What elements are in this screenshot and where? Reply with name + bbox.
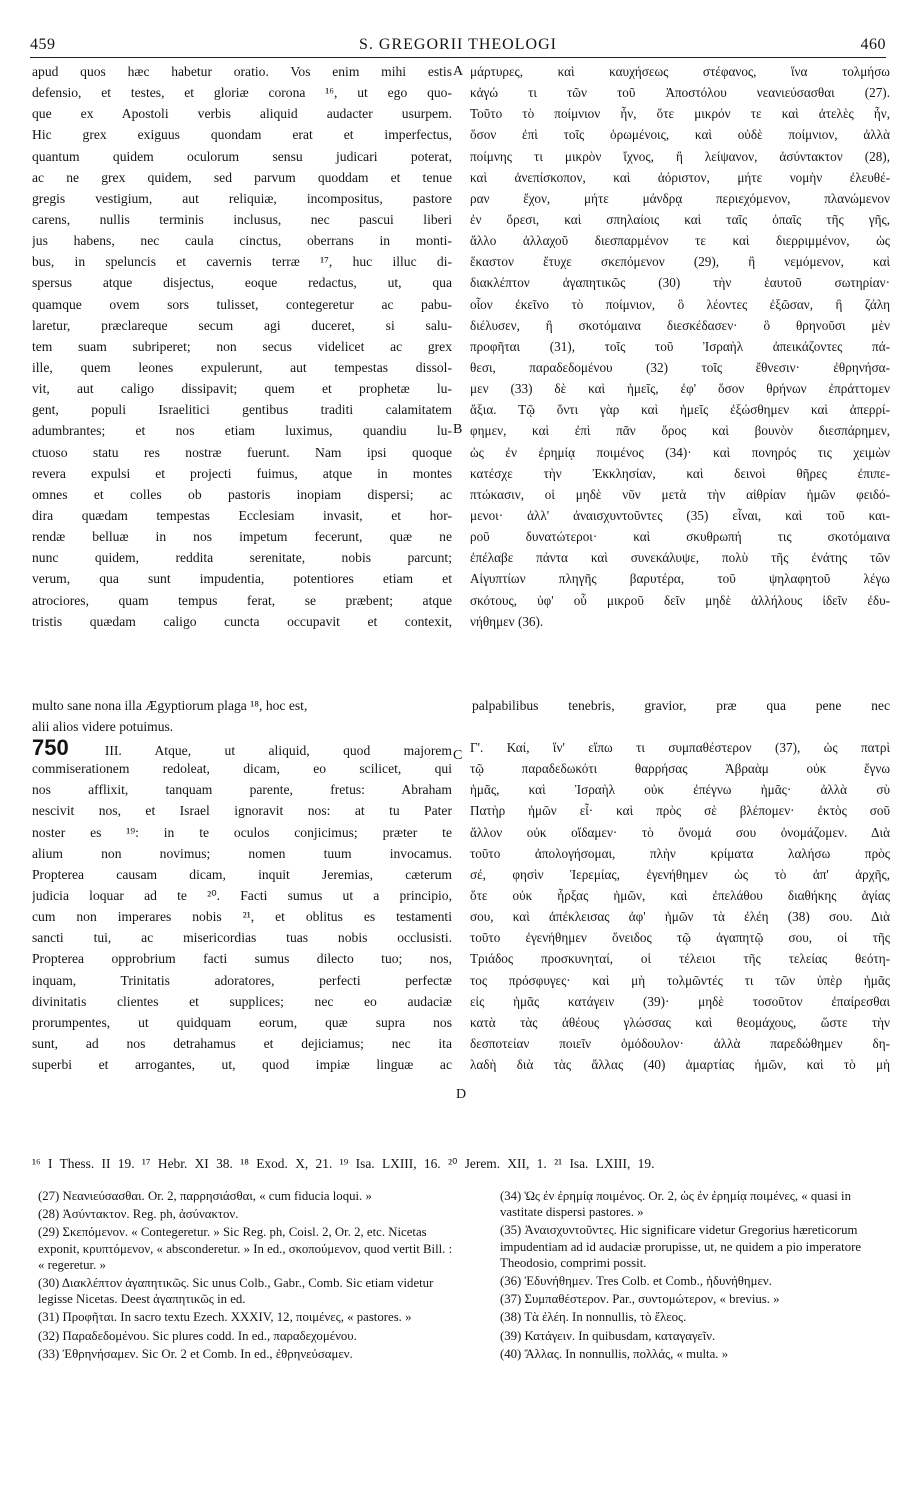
greek-line: ἐν ὄρεσι, καὶ σπηλαίοις καὶ ταῖς ὀπαῖς τῆς γῆς,	[470, 211, 890, 227]
greek-line: ραν ἔχον, μήτε μάνδρᾳ περιεχόμενον, πλανώμενον	[470, 190, 890, 206]
critical-note: (29) Σκεπόμενον. « Contegeretur. » Sic Reg. ph, Coisl. 2, Or. 2, etc. Nicetas exponit, κρυπτόμενον, « absconderetur. » In ed., σκοπούμενον, quod vertit Bill. : « regeretur. »	[38, 1225, 453, 1272]
latin-line: commiserationem redoleat, dicam, eo scilicet, qui	[32, 761, 452, 777]
greek-line: ἐπέλαβε πάντα καὶ συνεκάλυψε, πολὺ τῆς ἐνάτης τῶν	[470, 550, 890, 566]
greek-line: διακλέπτον ἀγαπητικῶς (30) τὴν ἑαυτοῦ σωτηρίαν·	[470, 275, 890, 291]
spanning-line-latin: multo sane nona illa Ægyptiorum plaga ¹⁸, hoc est,	[32, 698, 308, 713]
latin-continuation: alii alios videre potuimus.	[32, 719, 174, 734]
greek-line: Αἰγυπτίων πληγῆς βαρυτέρα, τοῦ ψηλαφητοῦ λέγω	[470, 571, 890, 587]
latin-line: gregis vestigium, aut reliquiæ, incompositus, pastore	[32, 190, 452, 206]
latin-line: gent, populi Israelitici gentibus traditi calamitatem	[32, 402, 452, 418]
latin-line: Propterea causam dicam, inquit Jeremias, cæterum	[32, 866, 452, 882]
margin-letter-b: B	[453, 422, 463, 437]
page-number-right: 460	[860, 36, 886, 53]
margin-letter-a: A	[453, 64, 464, 79]
greek-line: ἡμᾶς, καὶ Ἰσραὴλ οὐκ ἐπέγνω ἡμᾶς· ἀλλὰ σὺ	[470, 782, 890, 798]
latin-line: adumbrantes; et nos etiam luximus, quandiu lu-	[32, 423, 452, 439]
critical-note: (32) Παραδεδομένου. Sic plures codd. In ed., παραδεχομένου.	[38, 1328, 357, 1343]
critical-note: (39) Κατάγειν. In quibusdam, καταγαγεῖν.	[500, 1328, 716, 1343]
greek-line: μενοι· ἀλλ' ἀναισχυντοῦντες (35) εἶναι, καὶ τοῦ και-	[470, 507, 890, 523]
greek-line: εἰς ἡμᾶς κατάγειν (39)· μηδὲ τοσοῦτον ἐπαίρεσθαι	[470, 993, 890, 1009]
greek-line: σκότους, ὑφ' οὗ μικροῦ δεῖν μηδὲ ἀλλήλους ἰδεῖν ἐδυ-	[470, 592, 890, 608]
latin-line: defensio, et testes, et gloriæ corona ¹⁶, ut ego quo-	[32, 85, 452, 101]
critical-note: (38) Τὰ ἐλέη. In nonnullis, τὸ ἔλεος.	[500, 1310, 687, 1325]
page-number-left: 459	[30, 36, 56, 53]
greek-line: καὶ ἀνεπίσκοπον, καὶ ἀόριστον, μήτε νομὴν ἐλευθέ-	[470, 169, 890, 185]
greek-line: κατέσχε τὴν Ἐκκλησίαν, καὶ δεινοὶ θῆρες ἐπιπε-	[470, 465, 890, 481]
greek-line: λαδὴ διὰ τὰς ἄλλας (40) ἁμαρτίας ἡμῶν, καὶ τὸ μὴ	[470, 1057, 890, 1073]
margin-letter-d: D	[456, 1087, 467, 1102]
latin-line: nescivit nos, et Israel ignoravit nos: at tu Pater	[32, 803, 452, 819]
greek-line: Τοῦτο τὸ ποίμνιον ἦν, ὅτε μικρόν τε καὶ ἀτελὲς ἦν,	[470, 106, 890, 122]
critical-note: (31) Προφῆται. In sacro textu Ezech. XXXIV, 12, ποιμένες, « pastores. »	[38, 1310, 412, 1325]
header-rule	[30, 57, 886, 58]
latin-line: nos afflixit, tanquam parente, fretus: Abraham	[32, 782, 452, 798]
latin-line	[32, 737, 452, 758]
latin-line: ille, quem leones expulerunt, aut tempestas dissol-	[32, 359, 452, 375]
latin-line: rendæ belluæ in nos impetum fecerunt, quæ ne	[32, 529, 452, 545]
latin-line: Propterea opprobrium facti sumus dilecto tuo; nos,	[32, 951, 452, 967]
latin-line: tristis quædam caligo cuncta occupavit et contexit,	[32, 613, 452, 629]
greek-line: Πατὴρ ἡμῶν εἶ· καὶ πρὸς σὲ βλέπομεν· ἐκτὸς σοῦ	[470, 803, 890, 819]
latin-line: prorumpentes, ut quidquam eorum, quæ supra nos	[32, 1014, 452, 1030]
latin-line: atrociores, quam tempus ferat, se præbent; atque	[32, 592, 452, 608]
page-header	[30, 36, 886, 58]
greek-line: κατὰ τὰς ἀθέους γλώσσας καὶ θεομάχους, ὥστε τὴν	[470, 1014, 890, 1030]
critical-note: (34) Ὡς ἐν ἐρημίᾳ ποιμένος. Or. 2, ὡς ἐν ἐρημίᾳ ποιμένες, « quasi in vastitate dispersi pastores. »	[500, 1189, 852, 1220]
greek-line: ἄλλον οὐκ οἴδαμεν· τὸ ὄνομά σου ὀνομάζομεν. Διὰ	[470, 824, 890, 840]
greek-line: οἷον ἐκεῖνο τὸ ποίμνιον, ὃ λέοντες ἐξῶσαν, ἢ ζάλη	[470, 296, 890, 312]
latin-line: revera expulsi et projecti fuimus, atque in montes	[32, 465, 452, 481]
notes-right-column	[500, 1188, 890, 1364]
greek-line: νήθημεν (36).	[470, 613, 544, 629]
latin-line: cum non imperares nobis ²¹, et oblitus es testamenti	[32, 909, 452, 925]
latin-line: quantum quidem oculorum sensu judicari poterat,	[32, 148, 452, 164]
latin-line: dira quædam tempestas Ecclesiam invasit, et hor-	[32, 507, 452, 523]
greek-line: τοῦτο ἀπολογήσομαι, πλὴν κρίματα λαλήσω πρὸς	[470, 845, 890, 861]
latin-line: Hic grex exiguus quondam erat et imperfectus,	[32, 127, 452, 143]
greek-column-bottom	[470, 737, 890, 1075]
latin-line-text: III. Atque, ut aliquid, quod majorem	[104, 743, 452, 758]
greek-line: ἄξια. Τῷ ὄντι γὰρ καὶ ἡμεῖς ἐξώσθημεν καὶ ἀπερρί-	[470, 402, 890, 418]
latin-line: sunt, ad nos detrahamus et dejiciamus; nec ita	[32, 1035, 452, 1051]
scripture-references: ¹⁶ I Thess. II 19. ¹⁷ Hebr. XI 38. ¹⁸ Exod. X, 21. ¹⁹ Isa. LXIII, 16. ²⁰ Jerem. XII, 1. ²¹ Isa. LXIII, 19.	[32, 1156, 655, 1171]
critical-note: (36) Ἐδυνήθημεν. Tres Colb. et Comb., ἠδυνήθημεν.	[500, 1274, 772, 1289]
latin-line: vit, aut caligo dissipavit; quem et prophetæ lu-	[32, 381, 452, 397]
latin-line: sancti tui, ac misericordias tuas nobis occlusisti.	[32, 930, 452, 946]
latin-line: laretur, præclareque secum agi duceret, si salu-	[32, 317, 452, 333]
latin-line: ctuoso statu res nostræ fuerunt. Nam ipsi quoque	[32, 444, 452, 460]
greek-column-top	[470, 61, 890, 632]
critical-note: (33) Ἐθρηνήσαμεν. Sic Or. 2 et Comb. In ed., ἐθρηνεύσαμεν.	[38, 1346, 353, 1361]
greek-line: μάρτυρες, καὶ καυχήσεως στέφανος, ἵνα τολμήσω	[470, 64, 890, 79]
critical-note: (40) Ἄλλας. In nonnullis, πολλάς, « multa. »	[500, 1346, 729, 1361]
latin-line: inquam, Trinitatis adoratores, perfecti perfectæ	[32, 972, 452, 988]
latin-line: jus habens, nec caula cinctus, oberrans in monti-	[32, 233, 452, 249]
critical-note: (28) Ἀσύντακτον. Reg. ph, ἀσύνακτον.	[38, 1207, 239, 1222]
greek-line: σέ, φησὶν Ἱερεμίας, ἐγενήθημεν ὡς τὸ ἀπ' ἀρχῆς,	[470, 866, 890, 882]
running-title: S. GREGORII THEOLOGI	[359, 36, 557, 53]
greek-line: φημεν, καὶ ἐπὶ πᾶν ὄρος καὶ βουνὸν διεσπάρημεν,	[470, 423, 890, 439]
latin-line: divinitatis clientes et supplices; nec eo audaciæ	[32, 993, 452, 1009]
critical-note: (27) Νεανιεύσασθαι. Or. 2, παρρησιάσθαι, « cum fiducia loqui. »	[38, 1189, 372, 1203]
greek-line: ὡς ἐν ἐρημίᾳ ποιμένος (34)· καὶ πονηρός τις χειμὼν	[470, 444, 890, 460]
greek-line: κἀγώ τι τῶν τοῦ Ἀποστόλου νεανιεύσασθαι (27).	[470, 85, 890, 101]
greek-line: μεν (33) δὲ καὶ ἡμεῖς, ἐφ' ὅσον θρήνων ἐπράττομεν	[470, 381, 890, 397]
greek-line: ὅτε οὐκ ἦρξας ἡμῶν, καὶ ἐπελάθου διαθήκης ἁγίας	[470, 887, 890, 903]
latin-line: carens, nullis terminis inclusus, nec pascui liberi	[32, 211, 452, 227]
critical-note: (37) Συμπαθέστερον. Par., συντομώτερον, « brevius. »	[500, 1292, 780, 1307]
greek-line: προφῆται (31), τοῖς τοῦ Ἰσραὴλ ἀπεικάζοντες πά-	[470, 338, 890, 354]
latin-line: verum, qua sunt impudentia, potentiores etiam et	[32, 571, 452, 587]
latin-line: omnes et colles ob pastoris inopiam dispersi; ac	[32, 486, 452, 502]
latin-line: bus, in speluncis et cavernis terræ ¹⁷, huc illuc di-	[32, 254, 452, 270]
latin-line: quamque ovem sors tulisset, contegeretur ac pabu-	[32, 296, 452, 312]
latin-line: tem suam subriperet; non secus videlicet ac grex	[32, 338, 452, 354]
notes-left-column	[38, 1188, 458, 1364]
latin-column-bottom	[32, 737, 452, 1075]
latin-line: superbi et arrogantes, ut, quod impiæ linguæ ac	[32, 1057, 452, 1073]
column-number: 750	[32, 737, 105, 759]
latin-line: ac ne grex quidem, sed parvum quoddam et tenue	[32, 169, 452, 185]
greek-line: δεσποτείαν ποιεῖν ὁμόδουλον· ἀλλὰ παρεδώθημεν δη-	[470, 1035, 890, 1051]
spanning-line-latin-right: palpabilibus tenebris, gravior, præ qua pene nec	[472, 698, 890, 713]
greek-line: ροῦ δυνατώτεροι· καὶ σκυθρωπή τις σκοτόμαινα	[470, 529, 890, 545]
latin-column-top	[32, 61, 452, 632]
greek-line: ὅσον ἐπὶ τοῖς ὁρωμένοις, καὶ οὐδὲ ποίμνιον, ἀλλὰ	[470, 127, 890, 143]
latin-line: alium non novimus; nomen tuum invocamus.	[32, 845, 452, 861]
margin-letter-c: C	[453, 748, 463, 763]
greek-line: θεσι, παραδεδομένου (32) τοῖς ἔθνεσιν· ἐθρηνήσα-	[470, 359, 890, 375]
latin-line: que ex Apostoli verbis aliquid audacter usurpem.	[32, 106, 452, 122]
greek-line: Τριάδος προσκυνηταί, οἱ τέλειοι τῆς τελείας θεότη-	[470, 951, 890, 967]
greek-line: διέλυσεν, ἢ σκοτόμαινα διεσκέδασεν· ὃ θρηνοῦσι μὲν	[470, 317, 890, 333]
greek-line: ἄλλο ἀλλαχοῦ διεσπαρμένον τε καὶ διερριμμένον, ὡς	[470, 233, 890, 249]
greek-line: τῷ παραδεδωκότι θαρρήσας Ἀβραὰμ οὐκ ἔγνω	[470, 761, 890, 777]
greek-line: ποίμνης τι μικρὸν ἴχνος, ἢ λείψανον, ἀσύντακτον (28),	[470, 148, 890, 164]
greek-line: τοῦτο ἐγενήθημεν ὄνειδος τῷ ἀγαπητῷ σου, οἱ τῆς	[470, 930, 890, 946]
latin-line: spersus atque disjectus, eoque redactus, ut, qua	[32, 275, 452, 291]
greek-line: σου, καὶ ἀπέκλεισας ἀφ' ἡμῶν τὰ ἐλέη (38) σου. Διὰ	[470, 909, 890, 925]
critical-note: (35) Ἀναισχυντοῦντες. Hic significare videtur Gregorius hæreticorum impudentiam ad id audaciæ prorupisse, ut, ne quidem a pio imperatore Theodosio, comprimi possit.	[500, 1223, 862, 1270]
greek-line: πτώκασιν, οἱ μηδὲ νῦν μετὰ τὴν αἰθρίαν ἡμῶν φειδό-	[470, 486, 890, 502]
latin-line: judicia loquar ad te ²⁰. Facti sumus ut a principio,	[32, 887, 452, 903]
latin-line: nunc quidem, reddita serenitate, nobis parcunt;	[32, 550, 452, 566]
critical-note: (30) Διακλέπτον ἀγαπητικῶς. Sic unus Colb., Gabr., Comb. Sic etiam videtur legisse Nicetas. Deest ἀγαπητικῶς in ed.	[38, 1276, 434, 1307]
greek-line: ἕκαστον ἔτυχε σκεπόμενον (29), ἢ νεμόμενον, καὶ	[470, 254, 890, 270]
greek-line: τος πρόσφυγες· καὶ μὴ τολμῶντές τι τῶν ὑπὲρ ἡμᾶς	[470, 972, 890, 988]
greek-line: Γ'. Καί, ἵν' εἴπω τι συμπαθέστερον (37), ὡς πατρὶ	[470, 740, 890, 755]
latin-line: noster es ¹⁹: in te oculos conjicimus; præter te	[32, 824, 452, 840]
latin-line: apud quos hæc habetur oratio. Vos enim mihi estis	[32, 64, 452, 79]
